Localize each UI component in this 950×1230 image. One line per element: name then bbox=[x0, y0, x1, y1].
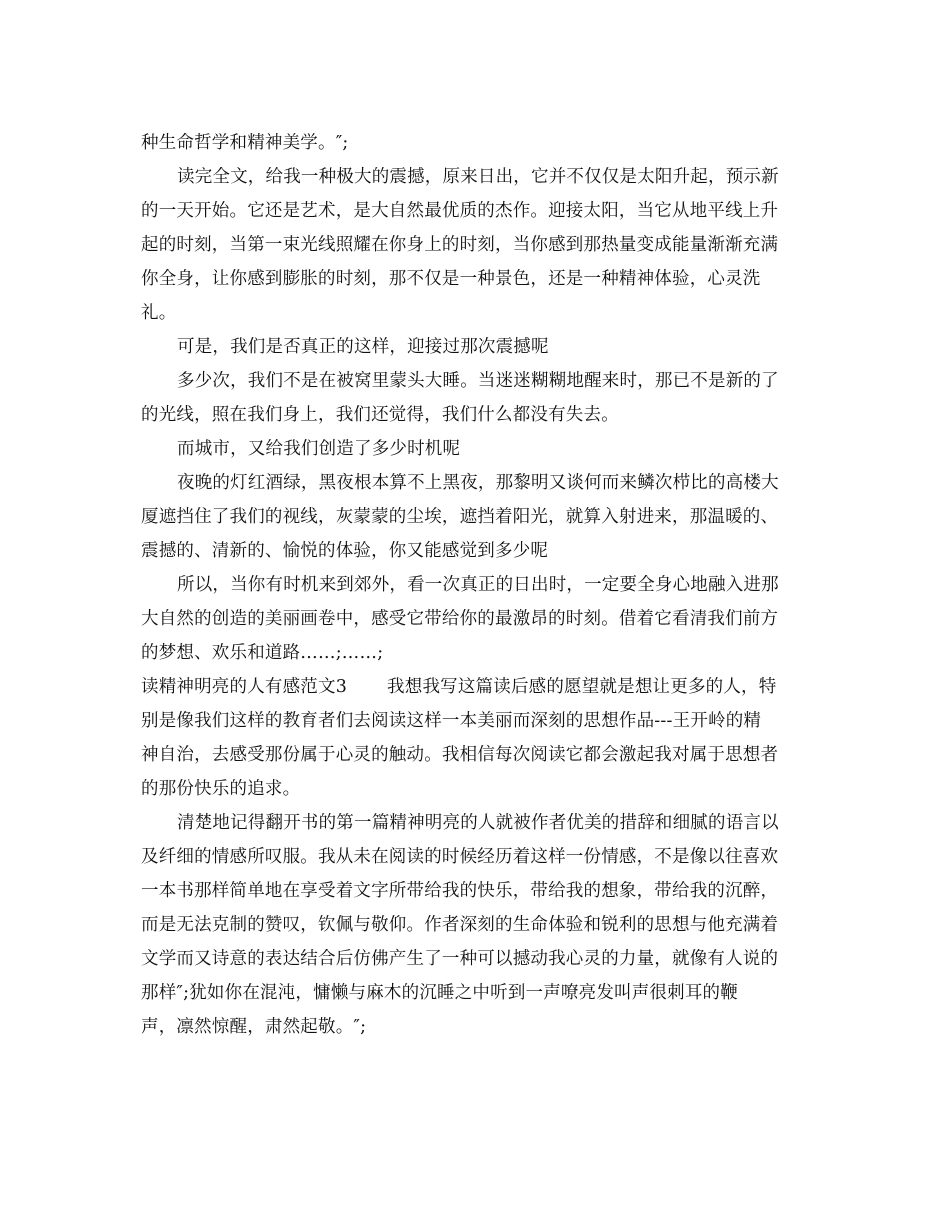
paragraph-start-line: 夜晚的灯红酒绿，黑夜根本算不上黑夜，那黎明又谈何而来鳞次栉比的高楼大 bbox=[177, 473, 779, 493]
paragraph-start-line: 而城市，又给我们创造了多少时机呢 bbox=[177, 439, 461, 459]
text-line: 神自治，去感受那份属于心灵的触动。我相信每次阅读它都会激起我对属于思想者 bbox=[141, 745, 779, 765]
text-line: 的梦想、欢乐和道路……;……; bbox=[141, 643, 384, 663]
paragraph-start-line: 清楚地记得翻开书的第一篇精神明亮的人就被作者优美的措辞和细腻的语言以 bbox=[177, 813, 779, 833]
section-first-sentence: 我想我写这篇读后感的愿望就是想让更多的人，特 bbox=[387, 677, 777, 697]
text-line: 的一天开始。它还是艺术，是大自然最优质的杰作。迎接太阳，当它从地平线上升 bbox=[141, 201, 779, 221]
section-title: 读精神明亮的人有感范文3 bbox=[141, 677, 348, 697]
text-line: 的光线，照在我们身上，我们还觉得，我们什么都没有失去。 bbox=[141, 405, 619, 425]
text-line: 文学而又诗意的表达结合后仿佛产生了一种可以撼动我心灵的力量，就像有人说的 bbox=[141, 949, 779, 969]
text-line: 礼。 bbox=[141, 303, 177, 323]
text-line: 声，凛然惊醒，肃然起敬。″; bbox=[141, 1017, 367, 1037]
text-line: 种生命哲学和精神美学。″; bbox=[141, 133, 349, 153]
text-line: 大自然的创造的美丽画卷中，感受它带给你的最激昂的时刻。借着它看清我们前方 bbox=[141, 609, 779, 629]
text-line: 而是无法克制的赞叹，钦佩与敬仰。作者深刻的生命体验和锐利的思想与他充满着 bbox=[141, 915, 779, 935]
paragraph-start-line: 多少次，我们不是在被窝里蒙头大睡。当迷迷糊糊地醒来时，那已不是新的了 bbox=[177, 371, 779, 391]
text-line: 的那份快乐的追求。 bbox=[141, 779, 301, 799]
text-line: 你全身，让你感到膨胀的时刻，那不仅是一种景色，还是一种精神体验，心灵洗 bbox=[141, 269, 761, 289]
text-line: 厦遮挡住了我们的视线，灰蒙蒙的尘埃，遮挡着阳光，就算入射进来，那温暖的、 bbox=[141, 507, 779, 527]
text-line: 震撼的、清新的、愉悦的体验，你又能感觉到多少呢 bbox=[141, 541, 549, 561]
text-line: 起的时刻，当第一束光线照耀在你身上的时刻，当你感到那热量变成能量渐渐充满 bbox=[141, 235, 779, 255]
text-line: 及纤细的情感所叹服。我从未在阅读的时候经历着这样一份情感，不是像以往喜欢 bbox=[141, 847, 779, 867]
text-line: 别是像我们这样的教育者们去阅读这样一本美丽而深刻的思想作品---王开岭的精 bbox=[141, 711, 762, 731]
paragraph-start-line: 读完全文，给我一种极大的震撼，原来日出，它并不仅仅是太阳升起，预示新 bbox=[177, 167, 779, 187]
section-heading-line bbox=[141, 670, 813, 704]
text-line: 那样″;犹如你在混沌，慵懒与麻木的沉睡之中听到一声嘹亮发叫声很刺耳的鞭 bbox=[141, 983, 738, 1003]
paragraph-start-line: 可是，我们是否真正的这样，迎接过那次震撼呢 bbox=[177, 337, 549, 357]
text-line: 一本书那样简单地在享受着文字所带给我的快乐，带给我的想象，带给我的沉醉， bbox=[141, 881, 779, 901]
paragraph-start-line: 所以，当你有时机来到郊外，看一次真正的日出时，一定要全身心地融入进那 bbox=[177, 575, 779, 595]
document-body bbox=[141, 126, 813, 1044]
